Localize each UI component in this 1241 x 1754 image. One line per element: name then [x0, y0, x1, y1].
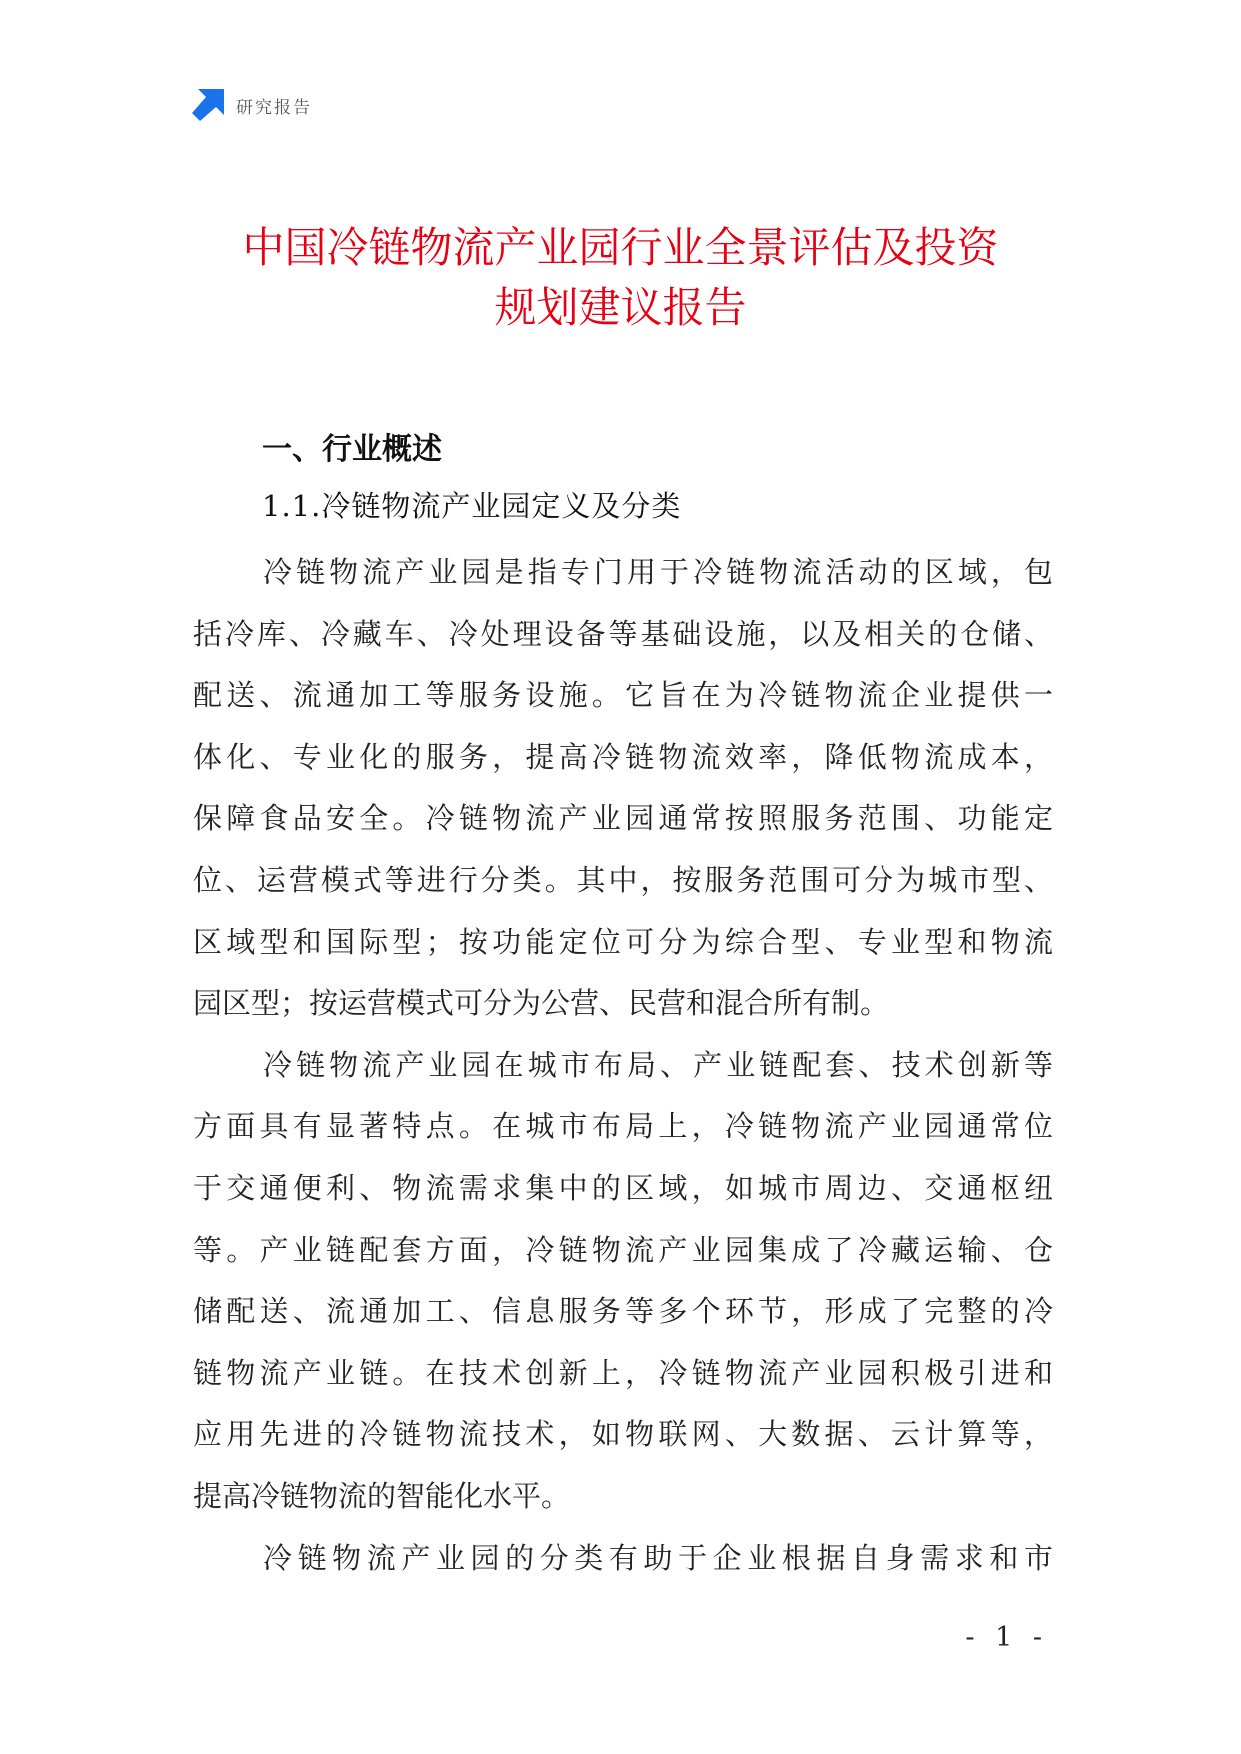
text-line: 应用先进的冷链物流技术，如物联网、大数据、云计算等，: [193, 1417, 1053, 1452]
text-line: 保障食品安全。冷链物流产业园通常按照服务范围、功能定: [193, 801, 1053, 836]
arrow-up-right-icon: [192, 89, 224, 121]
text-line: 位、运营模式等进行分类。其中，按服务范围可分为城市型、: [193, 862, 1053, 897]
section-heading: 一、行业概述: [262, 432, 442, 467]
paragraph: [193, 1035, 1053, 1528]
subsection-heading: 1.1.冷链物流产业园定义及分类: [262, 489, 682, 523]
text-line: 体化、专业化的服务，提高冷链物流效率，降低物流成本，: [193, 739, 1053, 774]
text-line: 括冷库、冷藏车、冷处理设备等基础设施，以及相关的仓储、: [193, 616, 1053, 651]
text-line: 冷链物流产业园是指专门用于冷链物流活动的区域，包: [263, 555, 1053, 589]
paragraph: [193, 542, 1053, 1035]
text-line: 园区型；按运营模式可分为公营、民营和混合所有制。: [193, 986, 890, 1021]
text-line: 区域型和国际型；按功能定位可分为综合型、专业型和物流: [193, 924, 1053, 959]
text-line: 方面具有显著特点。在城市布局上，冷链物流产业园通常位: [193, 1109, 1053, 1144]
body-text: [193, 542, 1053, 1589]
document-title: [150, 218, 1091, 338]
paragraph: [193, 1528, 1053, 1590]
header-label: 研究报告: [236, 97, 312, 118]
text-line: 储配送、流通加工、信息服务等多个环节，形成了完整的冷: [193, 1294, 1053, 1329]
text-line: 链物流产业链。在技术创新上，冷链物流产业园积极引进和: [193, 1355, 1053, 1390]
text-line: 冷链物流产业园的分类有助于企业根据自身需求和市: [263, 1540, 1053, 1575]
page-number: - 1 -: [965, 1622, 1048, 1653]
title-line: 规划建议报告: [494, 283, 747, 332]
title-line: 中国冷链物流产业园行业全景评估及投资: [242, 223, 999, 272]
text-line: 冷链物流产业园在城市布局、产业链配套、技术创新等: [263, 1047, 1053, 1082]
text-line: 等。产业链配套方面，冷链物流产业园集成了冷藏运输、仓: [193, 1232, 1053, 1267]
text-line: 提高冷链物流的智能化水平。: [193, 1478, 571, 1513]
text-line: 配送、流通加工等服务设施。它旨在为冷链物流企业提供一: [193, 678, 1053, 713]
report-header: [192, 88, 312, 122]
text-line: 于交通便利、物流需求集中的区域，如城市周边、交通枢纽: [193, 1170, 1053, 1205]
